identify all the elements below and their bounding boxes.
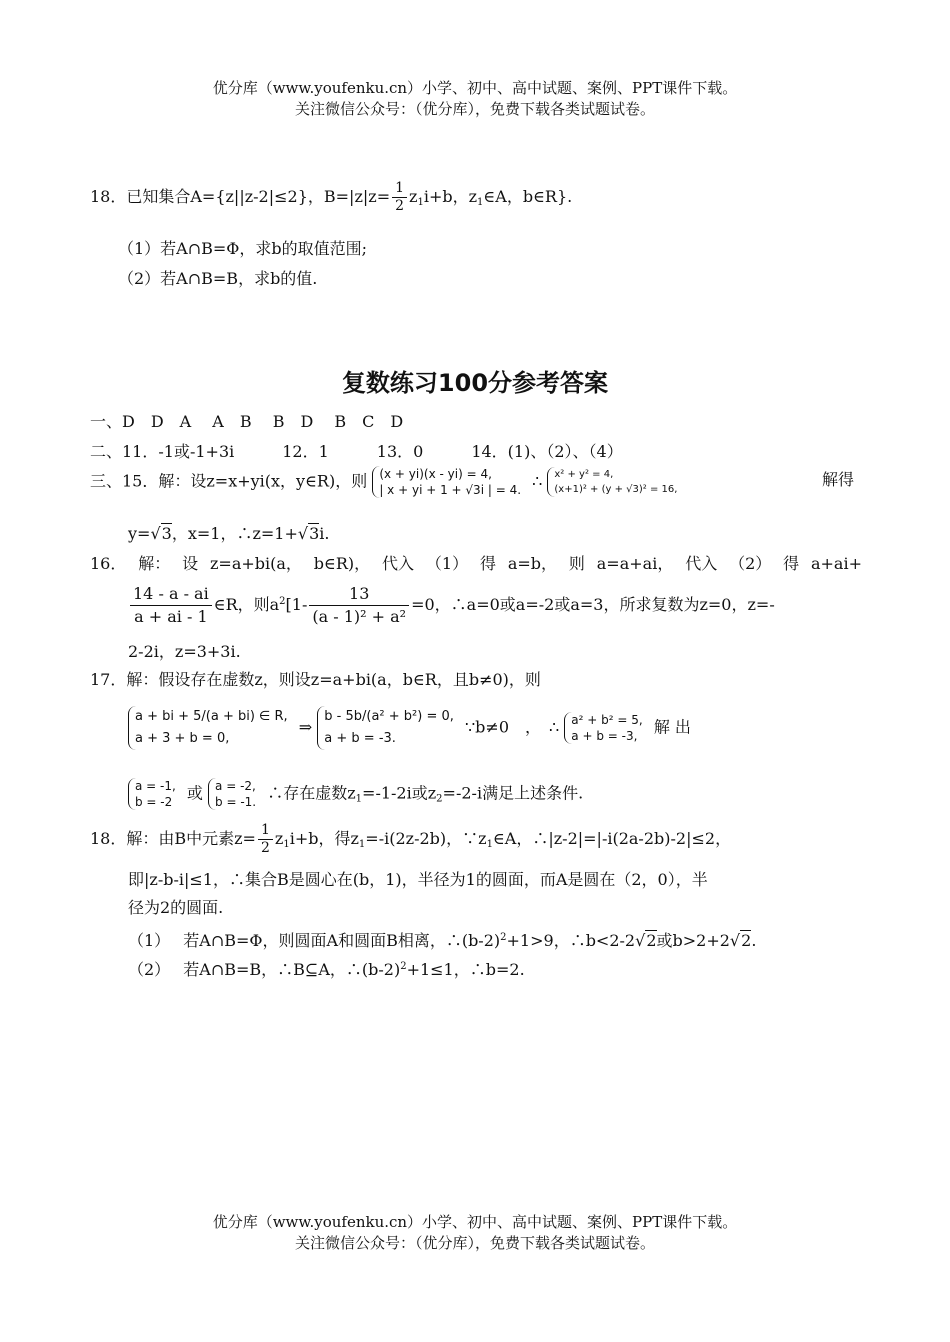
footer-line-1: 优分库（www.youfenku.cn）小学、初中、高中试题、案例、PPT课件下载。 (212, 1213, 738, 1231)
footer-line-2: 关注微信公众号：（优分库），免费下载各类试题试卷。 (294, 1234, 655, 1252)
answer-15-solve-word: 解得 (822, 470, 855, 489)
answer-15-result: y=√3，x=1，∴z=1+√3i. (128, 524, 330, 543)
answer-17-line-2: a + bi + 5/(a + bi) ∈ R, a + 3 + b = 0, ⇒ b - 5b/(a² + b²) = 0, a + b = -3. ∵b≠0 ， ∴ a² + b² = 5, a + b = -3, 解 出 (128, 706, 691, 750)
equation-system: (x + yi)(x - yi) = 4, | x + yi + 1 + √3i | = 4. (372, 466, 527, 498)
answer-16-line-1: 16． 解： 设 z=a+bi(a， b∈R)， 代入 （1） 得 a=b， 则 a=a+ai， 代入 （2） 得 a+ai+ (90, 554, 862, 573)
fraction: $\frac{14 - a - ai}{a + ai - 1}$ (130, 583, 212, 628)
answer-17-line-1: 17．解：假设存在虚数z，则设z=a+bi(a，b∈R，且b≠0)，则 (90, 670, 541, 689)
answer-17-line-3: a = -1, b = -2 或 a = -2, b = -1. ∴存在虚数$z_1=-1-2i$或$z_2=-2-i$满足上述条件. (128, 778, 583, 812)
header-line-1: 优分库（www.youfenku.cn）小学、初中、高中试题、案例、PPT课件下载。 (212, 79, 738, 97)
answer-16-line-2: $\frac{14 - a - ai}{a + ai - 1}$ ∈R，则$a^2[1-$ $\frac{13}{\text{(a - 1)² + a²}}$ =0，∴a=0或a=-2或a=3，所求复数为z=0，z=- (128, 583, 775, 628)
q18-stem-text: 18．已知集合A={z||z-2|≤2}，B=|z|z= (90, 187, 391, 206)
answer-18-line-2: 即|z-b-i|≤1，∴集合B是圆心在(b，1)，半径为1的圆面，而A是圆在（2，0），半 (128, 870, 708, 889)
equation-system: a + bi + 5/(a + bi) ∈ R, a + 3 + b = 0, (128, 706, 294, 750)
answer-18-part-2: （2） 若A∩B=B，∴B⊆A，$\therefore(b-2)^2+1\le 1$，∴b=2. (128, 960, 525, 979)
answer-title: 复数练习100分参考答案 (341, 369, 609, 397)
question-18-part-2: （2）若A∩B=B，求b的值. (118, 269, 318, 288)
answer-section-2: 二、11．-1或-1+3i 12．1 13．0 14．(1)、（2）、（4） (90, 442, 623, 461)
page-footer (0, 1212, 950, 1254)
question-18-part-1: （1）若A∩B=Φ，求b的取值范围; (118, 239, 368, 258)
fraction: $\frac{1}{2}$ (392, 180, 407, 215)
header-line-2: 关注微信公众号：（优分库），免费下载各类试题试卷。 (294, 100, 655, 118)
answer-18-part-1: （1） 若A∩B=Φ，则圆面A和圆面B相离，$\therefore(b-2)^2+1>9$，∴b<2-2√2或b>2+2√2. (128, 931, 757, 950)
answer-18-line-3: 径为2的圆面. (128, 898, 224, 917)
answer-18-line-1: 18．解：由B中元素z= $\frac{1}{2}$ $z_1i+b$，得$z_1=-i(2z-2b)$，$\because z_1\in A$，∴|z-2|=|-i(2a-2b)-2|≤2， (90, 822, 732, 856)
answer-15: 三、15．解：设z=x+yi(x，y∈R)，则 (x + yi)(x - yi) = 4, | x + yi + 1 + √3i | = 4. ∴ x² + y² = 4, (x+1)² + (y + √3)² = 16, (90, 466, 683, 498)
answer-16-line-3: 2-2i，z=3+3i. (128, 642, 241, 661)
page-header (0, 78, 950, 120)
fraction: $\frac{13}{\text{(a - 1)² + a²}}$ (309, 583, 409, 628)
answer-section-1: 一、D D A A B B D B C D (90, 412, 404, 431)
equation-system: a = -2, b = -1. (208, 778, 262, 810)
equation-system: x² + y² = 4, (x+1)² + (y + √3)² = 16, (547, 467, 683, 497)
equation-system: a = -1, b = -2 (128, 778, 182, 810)
equation-system: a² + b² = 5, a + b = -3, (564, 712, 648, 744)
equation-system: b - 5b/(a² + b²) = 0, a + b = -3. (317, 706, 460, 750)
fraction: $\frac{1}{2}$ (258, 822, 273, 857)
question-18-stem: 18．已知集合A={z||z-2|≤2}，B=|z|z= $\frac{1}{2}$ $z_1i+b$，$z_1\in A$，b∈R}. (90, 180, 573, 214)
